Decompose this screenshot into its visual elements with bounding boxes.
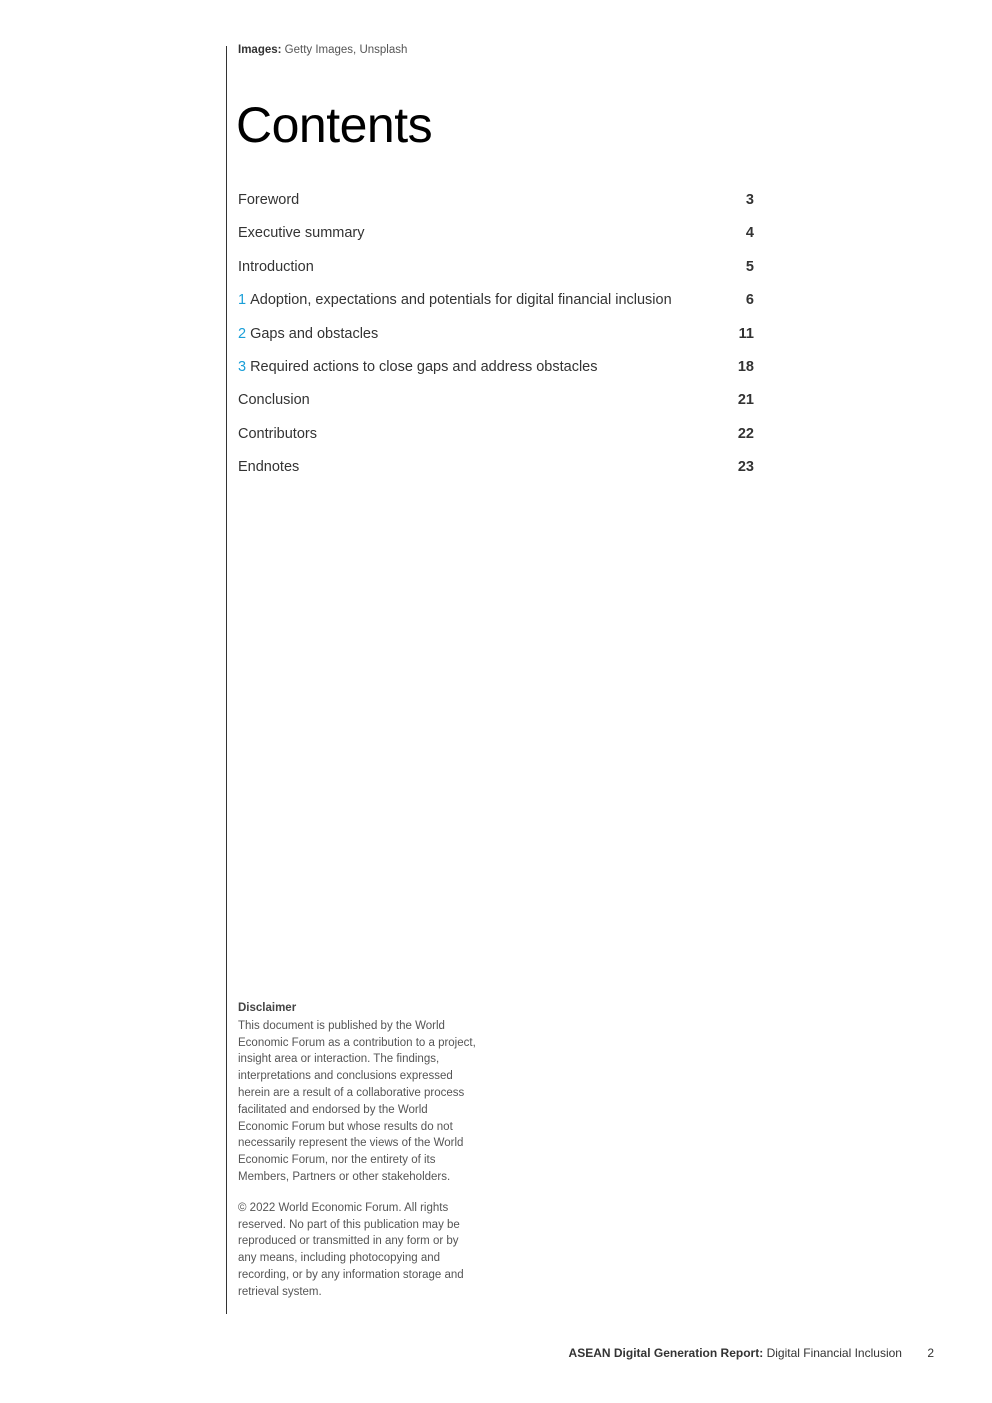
image-credits-label: Images: (238, 44, 282, 56)
table-of-contents (238, 192, 754, 493)
toc-entry-label: Conclusion (238, 392, 310, 409)
toc-entry-page: 22 (737, 425, 754, 442)
footer-page-number: 2 (927, 1346, 934, 1360)
image-credits (238, 44, 407, 56)
page-title: Contents (236, 97, 433, 153)
toc-entry-label: Foreword (238, 192, 300, 208)
toc-entry-label: Contributors (238, 425, 317, 442)
toc-chapter-number: 2 (238, 325, 247, 342)
footer-report-subtitle: Digital Financial Inclusion (766, 1346, 902, 1360)
toc-entry-conclusion[interactable] (238, 392, 754, 425)
toc-entry-label: Required actions to close gaps and address obstacles (250, 358, 598, 375)
toc-entry-label: Introduction (238, 258, 314, 275)
toc-entry-page: 11 (738, 325, 754, 342)
toc-entry-label: Endnotes (238, 459, 300, 476)
toc-entry-page: 5 (745, 258, 754, 275)
toc-entry-page: 6 (745, 292, 754, 309)
toc-entry-page: 4 (745, 225, 754, 242)
toc-entry-chapter-2[interactable] (238, 326, 754, 359)
toc-entry-chapter-3[interactable] (238, 359, 754, 392)
toc-chapter-number: 1 (238, 292, 247, 309)
toc-entry-endnotes[interactable] (238, 459, 754, 492)
toc-entry-page: 18 (737, 358, 754, 375)
toc-entry-label: Adoption, expectations and potentials for digital financial inclusion (250, 292, 672, 309)
page-footer (569, 1346, 934, 1360)
toc-entry-page: 3 (745, 192, 754, 208)
toc-entry-page: 23 (737, 459, 754, 476)
toc-chapter-number: 3 (238, 358, 247, 375)
footer-report-title: ASEAN Digital Generation Report: (568, 1346, 764, 1360)
image-credits-value: Getty Images, Unsplash (284, 44, 408, 56)
toc-entry-introduction[interactable] (238, 259, 754, 292)
toc-entry-page: 21 (737, 392, 754, 409)
toc-entry-label: Executive summary (238, 225, 365, 242)
toc-entry-contributors[interactable] (238, 426, 754, 459)
toc-entry-label: Gaps and obstacles (250, 325, 379, 342)
toc-entry-chapter-1[interactable] (238, 292, 754, 325)
disclaimer-heading: Disclaimer (238, 1002, 297, 1014)
margin-rule (226, 46, 227, 1314)
toc-entry-executive-summary[interactable] (238, 225, 754, 258)
toc-entry-foreword[interactable] (238, 192, 754, 225)
copyright-notice: © 2022 World Economic Forum. All rights reserved. No part of this publication may be reproduced or transmitted in any form or by any means, including photocopying and recording, or by any information storage and retrieval system. (238, 1201, 464, 1298)
disclaimer-body: This document is published by the World Economic Forum as a contribution to a project, insight area or interaction. The findings, interpretations and conclusions expressed herein are a result of a collaborative process facilitated and endorsed by the World Economic Forum but whose results do not necessarily represent the views of the World Economic Forum, nor the entirety of its Members, Partners or other stakeholders. (238, 1019, 476, 1183)
disclaimer (238, 1000, 478, 1301)
